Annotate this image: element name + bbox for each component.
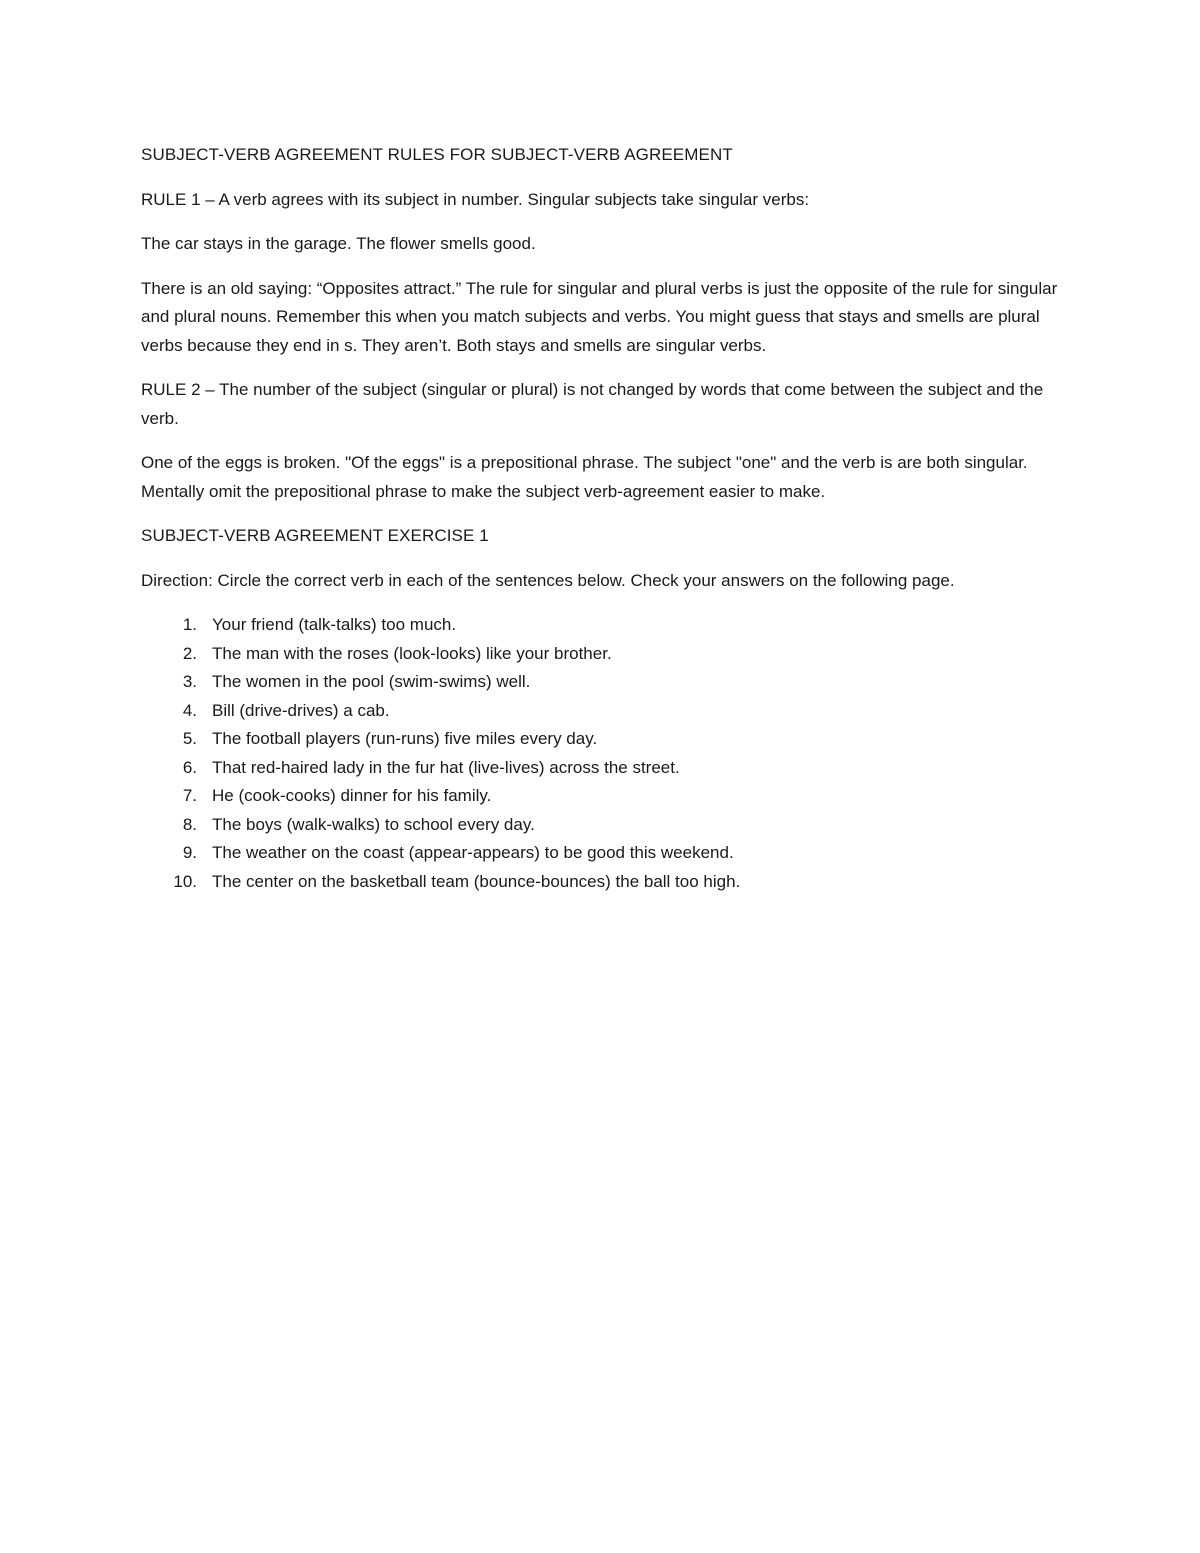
rule-2-example: One of the eggs is broken. "Of the eggs" is a prepositional phrase. The subject "one" and the verb is are both singular. Mentally omit the prepositional phrase to make the subject verb-agreement easier to make. xyxy=(141,453,1028,501)
rule-1-explanation: There is an old saying: “Opposites attract.” The rule for singular and plural verbs is just the opposite of the rule for singular and plural nouns. Remember this when you match subjects and verbs. You might guess that stays and smells are plural verbs because they end in s. They aren’t. Both stays and smells are singular verbs. xyxy=(141,278,1058,355)
item-number: 3. xyxy=(182,672,197,691)
list-item xyxy=(141,697,1061,726)
list-item xyxy=(141,811,1061,840)
list-item xyxy=(141,725,1061,754)
item-number: 8. xyxy=(182,814,197,834)
item-text: He (cook-cooks) dinner for his family. xyxy=(212,786,492,805)
item-text: That red-haired lady in the fur hat (live-lives) across the street. xyxy=(212,757,680,777)
item-text: The boys (walk-walks) to school every day. xyxy=(212,814,535,834)
item-text: Your friend (talk-talks) too much. xyxy=(212,615,457,634)
item-number: 5. xyxy=(182,729,197,748)
exercise-heading: SUBJECT-VERB AGREEMENT EXERCISE 1 xyxy=(141,526,489,545)
list-item xyxy=(141,754,1061,783)
item-number: 10. xyxy=(173,871,197,891)
document-heading: SUBJECT-VERB AGREEMENT RULES FOR SUBJECT-VERB AGREEMENT xyxy=(141,145,733,164)
rule-2: RULE 2 – The number of the subject (singular or plural) is not changed by words that come between the subject and the verb. xyxy=(141,380,1044,428)
document-body xyxy=(141,141,1061,896)
item-text: The women in the pool (swim-swims) well. xyxy=(212,672,531,691)
exercise-list xyxy=(141,611,1061,896)
list-item xyxy=(141,668,1061,697)
exercise-direction: Direction: Circle the correct verb in each of the sentences below. Check your answers on the following page. xyxy=(141,570,955,590)
item-text: Bill (drive-drives) a cab. xyxy=(212,700,390,720)
item-text: The man with the roses (look-looks) like your brother. xyxy=(212,643,612,663)
list-item xyxy=(141,640,1061,669)
item-number: 1. xyxy=(182,615,197,634)
rule-1-example: The car stays in the garage. The flower smells good. xyxy=(141,234,536,253)
list-item xyxy=(141,839,1061,868)
item-text: The football players (run-runs) five miles every day. xyxy=(212,729,598,748)
item-number: 4. xyxy=(182,700,197,720)
item-number: 2. xyxy=(182,643,197,663)
item-number: 7. xyxy=(182,786,197,805)
item-text: The center on the basketball team (bounce-bounces) the ball too high. xyxy=(212,871,741,891)
item-number: 6. xyxy=(182,757,197,777)
list-item xyxy=(141,782,1061,811)
list-item xyxy=(141,611,1061,640)
rule-1: RULE 1 – A verb agrees with its subject in number. Singular subjects take singular verbs: xyxy=(141,189,810,209)
item-text: The weather on the coast (appear-appears) to be good this weekend. xyxy=(212,843,734,862)
list-item xyxy=(141,868,1061,897)
item-number: 9. xyxy=(182,843,197,862)
